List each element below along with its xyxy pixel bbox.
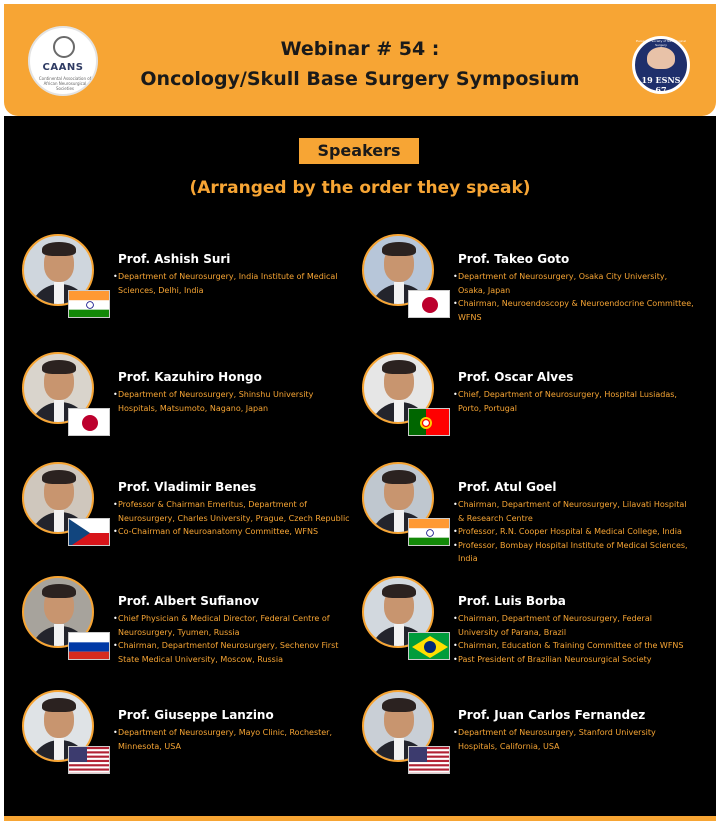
speaker-card [22, 234, 362, 334]
affiliation-item: • Chairman, Departmentof Neurosurgery, Sechenov First State Medical University, Moscow, Russia [118, 639, 354, 666]
symposium-title: Oncology/Skull Base Surgery Symposium [140, 68, 580, 90]
speaker-affiliations [458, 388, 694, 415]
speaker-card [362, 352, 702, 452]
speaker-affiliations [118, 388, 354, 415]
czech-flag-icon [68, 518, 110, 546]
brazil-flag-icon [408, 632, 450, 660]
speaker-name: Prof. Vladimir Benes [118, 480, 257, 494]
portugal-flag-icon [408, 408, 450, 436]
speaker-affiliations [458, 498, 694, 566]
affiliation-item: • Chairman, Department of Neurosurgery, Federal University of Parana, Brazil [458, 612, 694, 639]
speaker-name: Prof. Juan Carlos Fernandez [458, 708, 646, 722]
affiliation-item: • Department of Neurosurgery, Mayo Clinic, Rochester, Minnesota, USA [118, 726, 354, 753]
usa-flag-icon [68, 746, 110, 774]
affiliation-item: • Past President of Brazilian Neurosurgical Society [458, 653, 694, 667]
esns-logo-ring-text: European Society of Neurological Surgery [636, 39, 686, 47]
affiliation-item: • Chairman, Education & Training Committee of the WFNS [458, 639, 694, 653]
speaker-card [362, 576, 702, 676]
speaker-card [362, 462, 702, 562]
speaker-affiliations [118, 498, 354, 539]
speaker-card [22, 462, 362, 562]
caans-logo-subtext: Continental Association of African Neurosurgical Societies [38, 76, 92, 91]
speaker-card [362, 690, 702, 790]
speaker-affiliations [118, 270, 354, 297]
affiliation-item: • Professor, R.N. Cooper Hospital & Medical College, India [458, 525, 694, 539]
affiliation-item: • Department of Neurosurgery, Osaka City University, Osaka, Japan [458, 270, 694, 297]
speaker-name: Prof. Ashish Suri [118, 252, 231, 266]
usa-flag-icon [408, 746, 450, 774]
affiliation-item: • Chief Physician & Medical Director, Federal Centre of Neurosurgery, Tyumen, Russia [118, 612, 354, 639]
speaker-name: Prof. Luis Borba [458, 594, 566, 608]
speaker-card [22, 690, 362, 790]
speaker-name: Prof. Oscar Alves [458, 370, 574, 384]
india-flag-icon [408, 518, 450, 546]
speaker-affiliations [458, 612, 694, 666]
speaker-name: Prof. Takeo Goto [458, 252, 570, 266]
affiliation-item: • Professor & Chairman Emeritus, Department of Neurosurgery, Charles University, Prague, Czech Republic [118, 498, 354, 525]
caans-logo-text: CAANS [42, 62, 84, 73]
esns-logo-text: 19 ESNS 67 [641, 75, 681, 95]
russia-flag-icon [68, 632, 110, 660]
speaker-card [362, 234, 702, 334]
japan-flag-icon [408, 290, 450, 318]
affiliation-item: • Professor, Bombay Hospital Institute of Medical Sciences, India [458, 539, 694, 566]
speaker-affiliations [458, 270, 694, 324]
speaking-order-note: (Arranged by the order they speak) [189, 178, 531, 198]
affiliation-item: • Department of Neurosurgery, Shinshu University Hospitals, Matsumoto, Nagano, Japan [118, 388, 354, 415]
webinar-number: Webinar # 54 : [280, 38, 440, 60]
speaker-name: Prof. Atul Goel [458, 480, 557, 494]
affiliation-item: • Chief, Department of Neurosurgery, Hospital Lusiadas, Porto, Portugal [458, 388, 694, 415]
speaker-card [22, 576, 362, 676]
speaker-name: Prof. Albert Sufianov [118, 594, 260, 608]
bottom-bar [4, 816, 716, 821]
affiliation-item: • Department of Neurosurgery, Stanford University Hospitals, California, USA [458, 726, 694, 753]
header-banner [4, 4, 716, 116]
affiliation-item: • Chairman, Neuroendoscopy & Neuroendocrine Committee, WFNS [458, 297, 694, 324]
india-flag-icon [68, 290, 110, 318]
affiliation-item: • Co-Chairman of Neuroanatomy Committee, WFNS [118, 525, 354, 539]
affiliation-item: • Department of Neurosurgery, India Institute of Medical Sciences, Delhi, India [118, 270, 354, 297]
speakers-heading: Speakers [299, 138, 419, 164]
speaker-affiliations [458, 726, 694, 753]
speaker-name: Prof. Kazuhiro Hongo [118, 370, 262, 384]
speaker-card [22, 352, 362, 452]
japan-flag-icon [68, 408, 110, 436]
speaker-affiliations [118, 726, 354, 753]
speaker-affiliations [118, 612, 354, 666]
speaker-name: Prof. Giuseppe Lanzino [118, 708, 274, 722]
affiliation-item: • Chairman, Department of Neurosurgery, Lilavati Hospital & Research Centre [458, 498, 694, 525]
